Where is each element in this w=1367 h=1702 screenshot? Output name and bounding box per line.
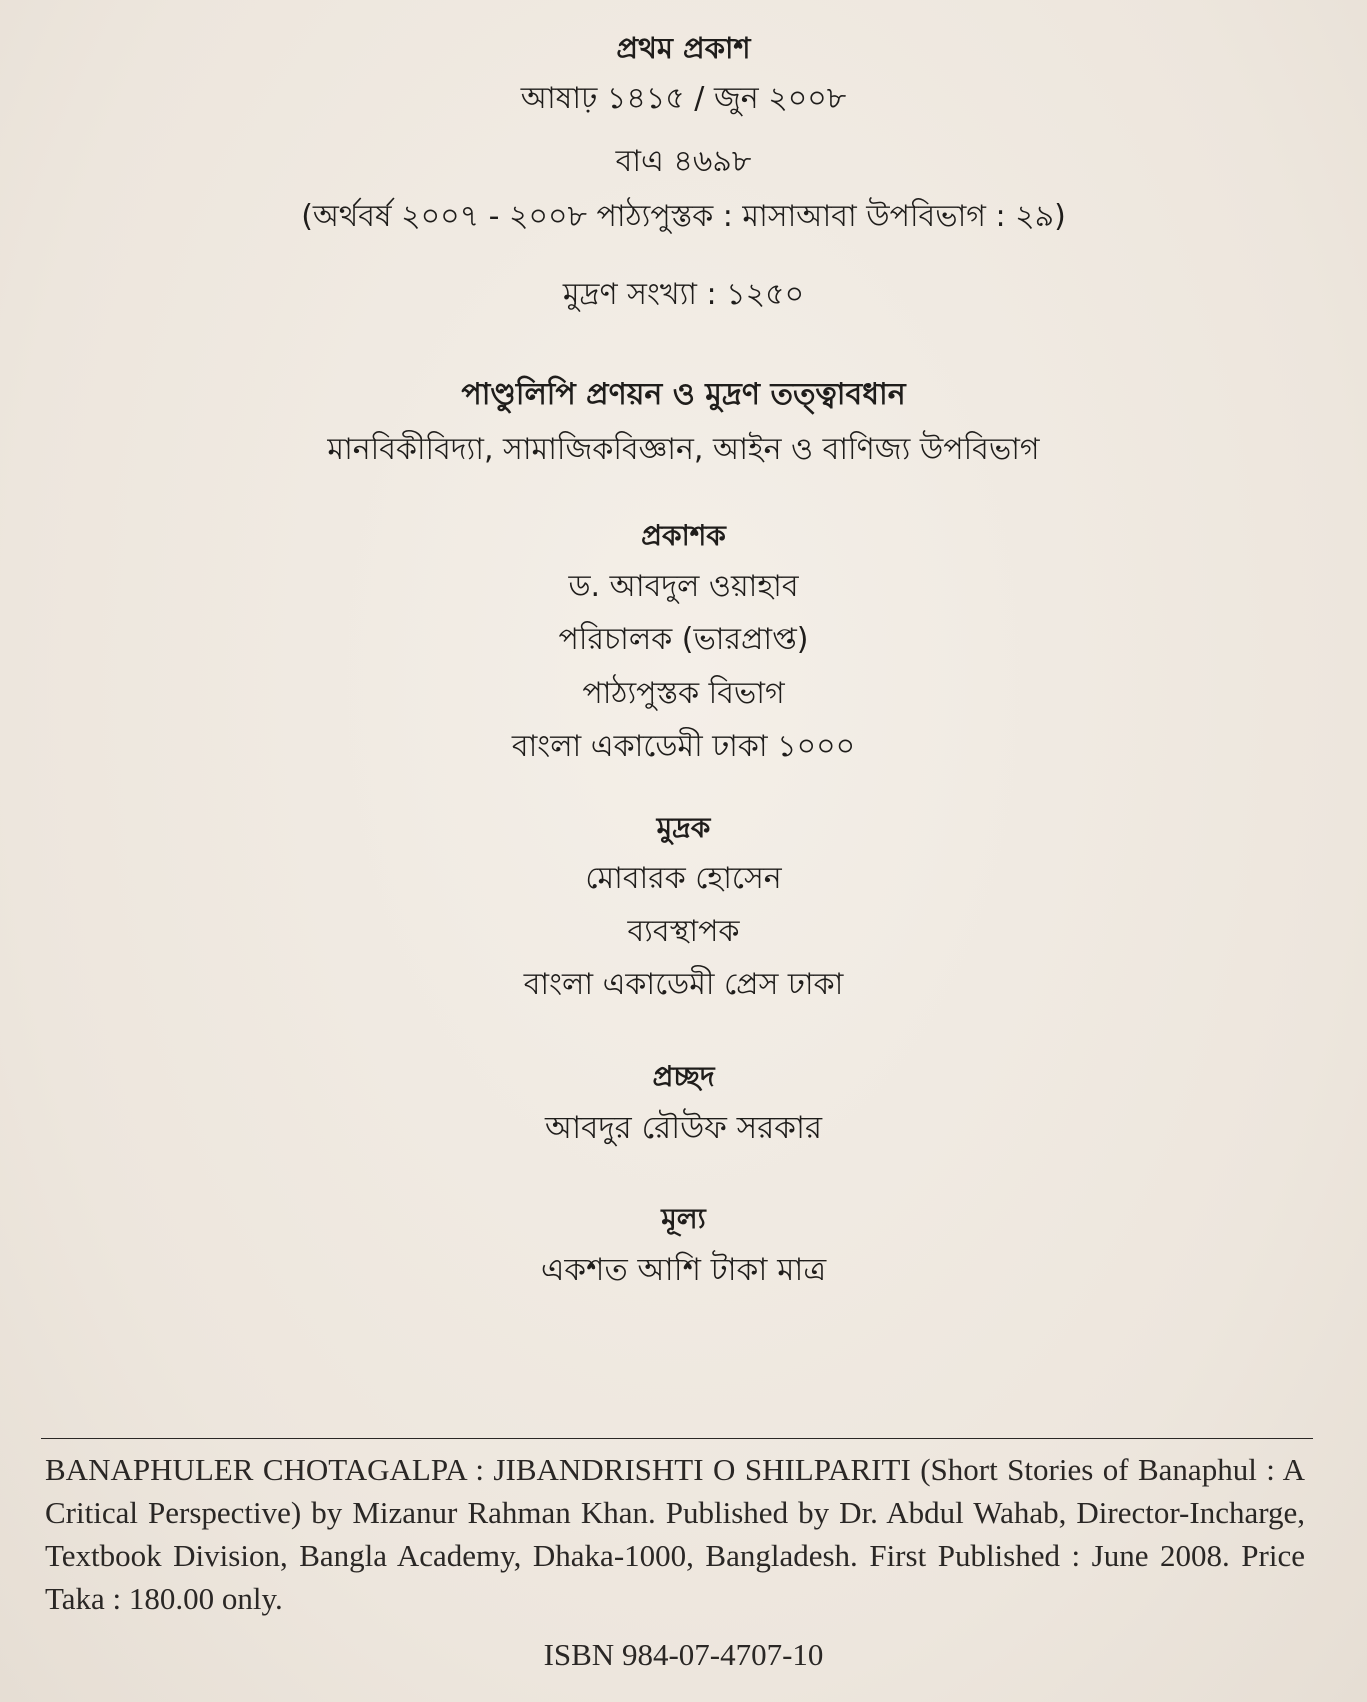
- price-heading: মূল্য: [661, 1202, 706, 1235]
- cover-heading: প্রচ্ছদ: [652, 1060, 715, 1093]
- cover-artist: আবদুর রৌউফ সরকার: [544, 1110, 823, 1146]
- printer-press: বাংলা একাডেমী প্রেস ঢাকা: [523, 967, 844, 1002]
- publisher-department: পাঠ্যপুস্তক বিভাগ: [582, 676, 785, 711]
- printer-name: মোবারক হোসেন: [585, 861, 782, 896]
- first-edition-date: আষাঢ় ১৪১৫ / জুন ২০০৮: [520, 81, 847, 116]
- manuscript-division: মানবিকীবিদ্যা, সামাজিকবিজ্ঞান, আইন ও বাণিজ্য উপবিভাগ: [327, 432, 1040, 467]
- publisher-address: বাংলা একাডেমী ঢাকা ১০০০: [511, 729, 856, 764]
- printer-title: ব্যবস্থাপক: [627, 914, 740, 949]
- printer-heading: মুদ্রক: [656, 811, 711, 844]
- isbn: ISBN 984-07-4707-10: [543, 1637, 824, 1672]
- first-edition-heading: প্রথম প্রকাশ: [616, 31, 751, 65]
- fiscal-year-note: (অর্থবর্ষ ২০০৭ - ২০০৮ পাঠ্যপুস্তক : মাসাআবা উপবিভাগ : ২৯): [301, 199, 1066, 234]
- catalog-number: বাএ ৪৬৯৮: [615, 144, 752, 179]
- publisher-name: ড. আবদুল ওয়াহাব: [568, 569, 799, 604]
- print-run: মুদ্রণ সংখ্যা : ১২৫০: [562, 277, 805, 312]
- price-amount: একশত আশি টাকা মাত্র: [540, 1252, 827, 1288]
- manuscript-heading: পাণ্ডুলিপি প্রণয়ন ও মুদ্রণ তত্ত্বাবধান: [461, 377, 906, 412]
- publisher-heading: প্রকাশক: [641, 519, 726, 552]
- divider-rule: [41, 1438, 1313, 1439]
- english-colophon: BANAPHULER CHOTAGALPA : JIBANDRISHTI O SHILPARITI (Short Stories of Banaphul : A Critical Perspective) by Mizanur Rahman Khan. Published by Dr. Abdul Wahab, Director-Incharge, Textbook Division, Bangla Academy, Dhaka-1000, Bangladesh. First Published : June 2008. Price Taka : 180.00 only.: [45, 1452, 1305, 1616]
- publisher-title: পরিচালক (ভারপ্রাপ্ত): [558, 622, 809, 657]
